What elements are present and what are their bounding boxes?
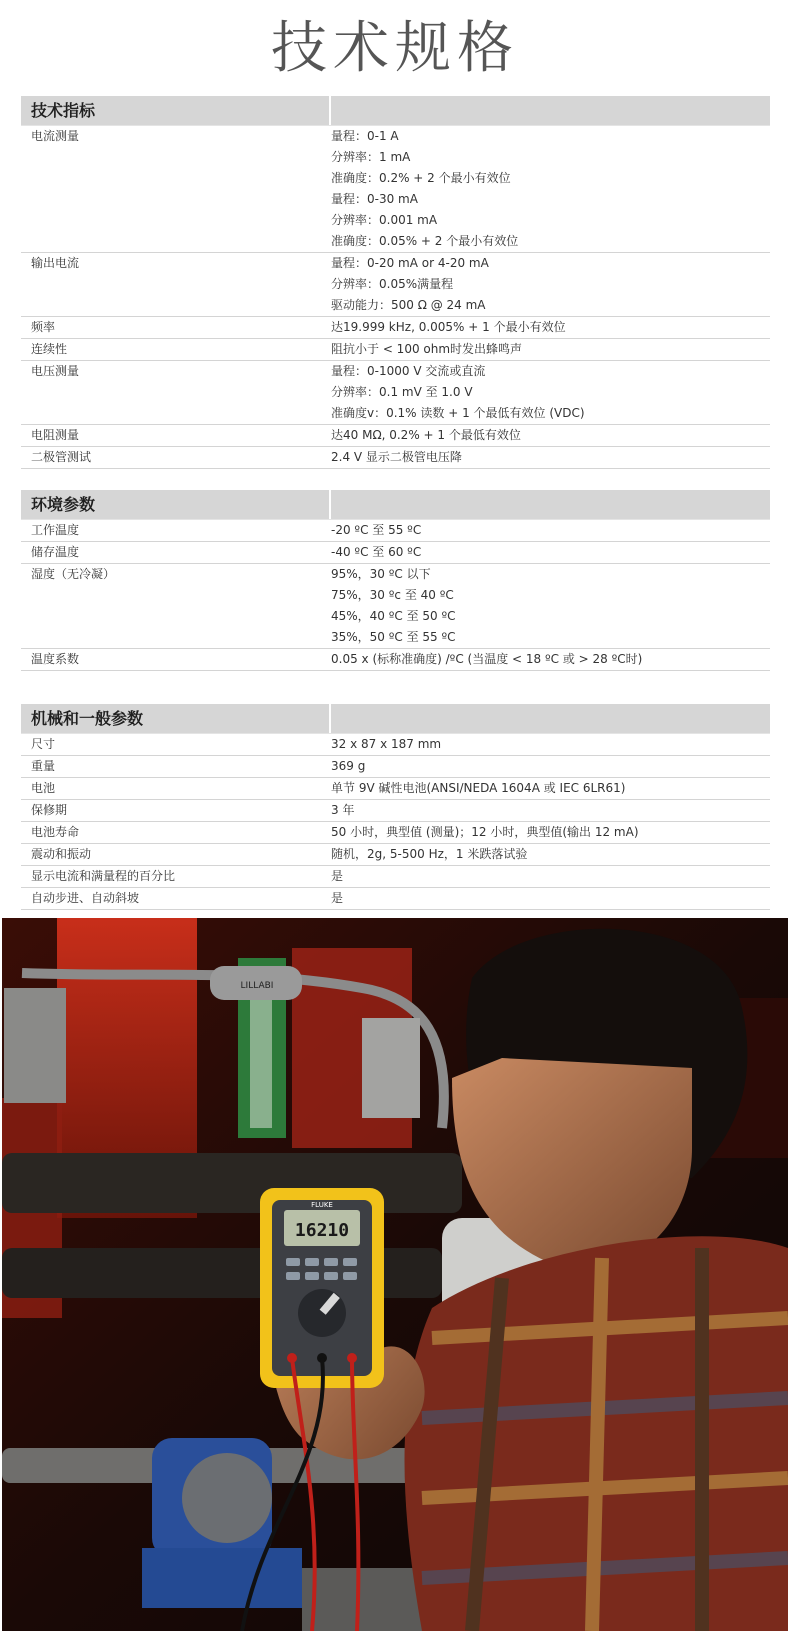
spec-row bbox=[21, 800, 770, 822]
spec-row bbox=[21, 542, 770, 564]
spec-row bbox=[21, 564, 770, 649]
spec-value: 3 年 bbox=[331, 803, 355, 817]
section-tech-specs bbox=[21, 96, 770, 469]
spec-value: 随机，2g, 5-500 Hz，1 米跌落试验 bbox=[331, 847, 528, 861]
product-photo bbox=[2, 918, 788, 1631]
spec-value: 量程：0-20 mA or 4-20 mA bbox=[331, 256, 489, 270]
spec-value: 分辨率：0.001 mA bbox=[331, 213, 438, 227]
spec-values bbox=[331, 844, 770, 865]
spec-label: 工作温度 bbox=[31, 523, 80, 537]
spec-value: 量程：0-1 A bbox=[331, 129, 399, 143]
section-header bbox=[21, 96, 770, 126]
spec-row bbox=[21, 734, 770, 756]
spec-table bbox=[21, 126, 770, 469]
spec-row bbox=[21, 888, 770, 910]
spec-row bbox=[21, 253, 770, 317]
spec-row bbox=[21, 520, 770, 542]
spec-value: 是 bbox=[331, 891, 344, 905]
spec-row bbox=[21, 778, 770, 800]
spec-label: 湿度（无冷凝） bbox=[31, 567, 116, 581]
spec-values bbox=[331, 734, 770, 755]
spec-value: 达19.999 kHz, 0.005% + 1 个最小有效位 bbox=[331, 320, 566, 334]
spec-value: 阻抗小于 < 100 ohm时发出蜂鸣声 bbox=[331, 342, 523, 356]
spec-value: 是 bbox=[331, 869, 344, 883]
spec-values bbox=[331, 649, 770, 670]
spec-row bbox=[21, 126, 770, 253]
spec-label: 储存温度 bbox=[31, 545, 80, 559]
spec-value: 50 小时，典型值 (测量)；12 小时，典型值(输出 12 mA) bbox=[331, 825, 639, 839]
spec-table bbox=[21, 734, 770, 910]
spec-label: 电池寿命 bbox=[31, 825, 80, 839]
spec-value: 分辨率：0.1 mV 至 1.0 V bbox=[331, 385, 473, 399]
spec-values bbox=[331, 447, 770, 468]
spec-values bbox=[331, 425, 770, 446]
spec-label: 连续性 bbox=[31, 342, 68, 356]
spec-label: 震动和振动 bbox=[31, 847, 92, 861]
meter-brand: FLUKE bbox=[311, 1201, 333, 1209]
spec-row bbox=[21, 317, 770, 339]
spec-values bbox=[331, 778, 770, 799]
spec-value: 准确度：0.05% + 2 个最小有效位 bbox=[331, 234, 519, 248]
page-title: 技术规格 bbox=[271, 16, 519, 81]
spec-row bbox=[21, 649, 770, 671]
spec-values bbox=[331, 888, 770, 909]
spec-label: 电阻测量 bbox=[31, 428, 80, 442]
section-mechanical bbox=[21, 704, 770, 910]
section-header bbox=[21, 490, 770, 520]
spec-values bbox=[331, 756, 770, 777]
section-heading: 技术指标 bbox=[21, 96, 331, 125]
section-heading: 机械和一般参数 bbox=[21, 704, 331, 733]
section-environment bbox=[21, 490, 770, 671]
spec-row bbox=[21, 447, 770, 469]
conduit-label: LILLABI bbox=[240, 981, 274, 991]
spec-values bbox=[331, 361, 770, 424]
spec-values bbox=[331, 520, 770, 541]
spec-value: 369 g bbox=[331, 759, 366, 773]
spec-row bbox=[21, 339, 770, 361]
spec-values bbox=[331, 317, 770, 338]
spec-label: 二极管测试 bbox=[31, 450, 92, 464]
spec-values bbox=[331, 126, 770, 252]
spec-value: 45%，40 ºC 至 50 ºC bbox=[331, 609, 456, 623]
spec-value: 准确度v：0.1% 读数 + 1 个最低有效位 (VDC) bbox=[331, 406, 585, 420]
spec-value: 单节 9V 碱性电池(ANSI/NEDA 1604A 或 IEC 6LR61) bbox=[331, 781, 626, 795]
spec-row bbox=[21, 425, 770, 447]
spec-label: 保修期 bbox=[31, 803, 68, 817]
spec-label: 自动步进、自动斜坡 bbox=[31, 891, 140, 905]
spec-value: -20 ºC 至 55 ºC bbox=[331, 523, 422, 537]
spec-value: 32 x 87 x 187 mm bbox=[331, 737, 442, 751]
spec-values bbox=[331, 339, 770, 360]
spec-value: 75%，30 ºc 至 40 ºC bbox=[331, 588, 454, 602]
spec-value: 准确度：0.2% + 2 个最小有效位 bbox=[331, 171, 511, 185]
spec-value: -40 ºC 至 60 ºC bbox=[331, 545, 422, 559]
spec-label: 温度系数 bbox=[31, 652, 80, 666]
section-header bbox=[21, 704, 770, 734]
spec-values bbox=[331, 542, 770, 563]
spec-label: 电压测量 bbox=[31, 364, 80, 378]
spec-row bbox=[21, 361, 770, 425]
spec-value: 95%，30 ºC 以下 bbox=[331, 567, 431, 581]
spec-label: 电池 bbox=[31, 781, 56, 795]
spec-values bbox=[331, 866, 770, 887]
spec-value: 分辨率：1 mA bbox=[331, 150, 411, 164]
spec-value: 分辨率：0.05%满量程 bbox=[331, 277, 454, 291]
spec-value: 35%，50 ºC 至 55 ºC bbox=[331, 630, 456, 644]
section-heading: 环境参数 bbox=[21, 490, 331, 519]
spec-values bbox=[331, 253, 770, 316]
spec-value: 量程：0-1000 V 交流或直流 bbox=[331, 364, 486, 378]
spec-row bbox=[21, 866, 770, 888]
spec-row bbox=[21, 822, 770, 844]
spec-value: 0.05 x (标称准确度) /ºC (当温度 < 18 ºC 或 > 28 ºC时) bbox=[331, 652, 643, 666]
spec-value: 量程：0-30 mA bbox=[331, 192, 418, 206]
meter-display: 16210 bbox=[294, 1220, 350, 1241]
spec-label: 尺寸 bbox=[31, 737, 56, 751]
spec-value: 2.4 V 显示二极管电压降 bbox=[331, 450, 462, 464]
spec-values bbox=[331, 564, 770, 648]
spec-label: 输出电流 bbox=[31, 256, 80, 270]
spec-row bbox=[21, 756, 770, 778]
spec-table bbox=[21, 520, 770, 671]
spec-value: 驱动能力：500 Ω @ 24 mA bbox=[331, 298, 486, 312]
spec-label: 电流测量 bbox=[31, 129, 80, 143]
spec-label: 频率 bbox=[31, 320, 56, 334]
spec-row bbox=[21, 844, 770, 866]
spec-value: 达40 MΩ, 0.2% + 1 个最低有效位 bbox=[331, 428, 521, 442]
spec-label: 重量 bbox=[31, 759, 56, 773]
spec-values bbox=[331, 800, 770, 821]
spec-values bbox=[331, 822, 770, 843]
spec-label: 显示电流和满量程的百分比 bbox=[31, 869, 176, 883]
